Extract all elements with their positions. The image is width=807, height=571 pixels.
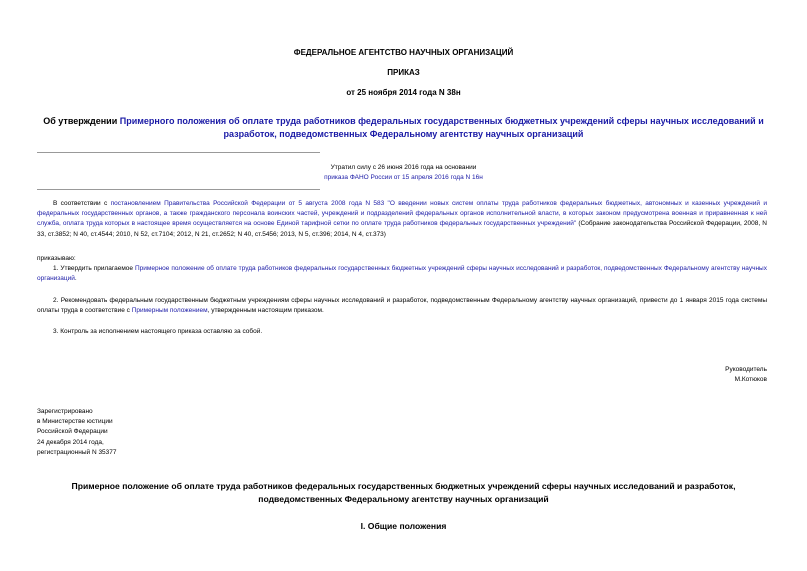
registration-block — [37, 407, 117, 458]
preamble-link-decree[interactable]: постановлением Правительства Российской Федерации от 5 августа 2008 года N 583 — [110, 200, 385, 207]
status-link[interactable]: приказа ФАНО России от 15 апреля 2016 года N 16н — [324, 174, 483, 182]
signature-role: Руководитель — [725, 366, 767, 373]
signature — [725, 365, 767, 385]
preamble-text-2[interactable]: "О введении новых систем оплаты труда работников федеральных бюджетных, автономных и казенных учреждений и федеральных государственных органов, а также гражданского персонала воинских частей, учреждений и подразделений федеральных органов исполнительной власти, в которых законом предусмотрена военная и приравненная к ней служба, оплата труда которых в настоящее время осуществляется на основе Единой тарифной сетки по оплате труда работников федеральных государственных учреждений" — [37, 200, 767, 228]
item-1 — [37, 264, 767, 284]
item-2-suffix: , утвержденным настоящим приказом. — [207, 307, 324, 315]
item-2-prefix: 2. Рекомендовать федеральным государственным бюджетным учреждениям сферы научных исследований и разработок, подведомственным Федеральному агентству научных организаций, привести до 1 января 2015 года системы оплаты труда в соответствие с — [37, 297, 767, 315]
divider-top — [37, 152, 320, 153]
order-title-prefix: Об утверждении — [43, 116, 120, 126]
status-block — [0, 163, 807, 183]
order-title-link[interactable]: Примерного положения об оплате труда работников федеральных государственных бюджетных учреждений сферы научных исследований и разработок, подведомственных Федеральному агентству научных организаций — [119, 116, 764, 139]
agency-name: ФЕДЕРАЛЬНОЕ АГЕНТСТВО НАУЧНЫХ ОРГАНИЗАЦИЙ — [293, 48, 514, 57]
preamble-paragraph — [37, 199, 767, 240]
doc-type: ПРИКАЗ — [387, 68, 420, 77]
registration-line-3: Российской Федерации — [37, 428, 108, 436]
item-1-link[interactable]: Примерное положение об оплате труда работников федеральных государственных бюджетных учреждений сферы научных исследований и разработок, подведомственных Федеральному агентству научных организаций — [37, 265, 767, 283]
annex-title-line-1: Примерное положение об оплате труда работников федеральных государственных бюджетных учреждений сферы научных исследований и разработок, — [71, 481, 736, 491]
section-heading: I. Общие положения — [360, 521, 447, 531]
signature-name: М.Котюков — [734, 376, 767, 384]
order-title — [40, 115, 767, 140]
item-1-suffix: . — [74, 275, 77, 283]
status-line: Утратил силу с 26 июня 2016 года на основании — [330, 164, 477, 171]
registration-line-4: 24 декабря 2014 года, — [37, 438, 104, 446]
registration-line-5: регистрационный N 35377 — [37, 448, 117, 456]
preamble-text-3: (Собрание законодательства Российской Федерации, 2008, N 33, ст.3852; N 40, ст.4544; 2010, N 52, ст.7104; 2012, N 21, ст.2652; N 40, ст.5456; 2013, N 5, ст.396; 2014, N 4, ст.373) — [37, 220, 767, 238]
doc-date: от 25 ноября 2014 года N 38н — [346, 88, 461, 97]
registration-line-1: Зарегистрировано — [37, 408, 93, 415]
divider-bottom — [37, 189, 320, 190]
registration-line-2: в Министерстве юстиции — [37, 418, 113, 426]
item-1-prefix: 1. Утвердить прилагаемое — [53, 265, 135, 272]
order-word: приказываю: — [37, 255, 76, 262]
annex-title-line-2: подведомственных Федеральному агентству научных организаций — [258, 493, 549, 504]
item-2 — [37, 296, 767, 316]
preamble-text-1: В соответствии с — [53, 200, 111, 207]
item-3: 3. Контроль за исполнением настоящего приказа оставляю за собой. — [53, 328, 263, 335]
annex-title — [20, 480, 787, 505]
item-2-link[interactable]: Примерным положением — [131, 307, 208, 315]
